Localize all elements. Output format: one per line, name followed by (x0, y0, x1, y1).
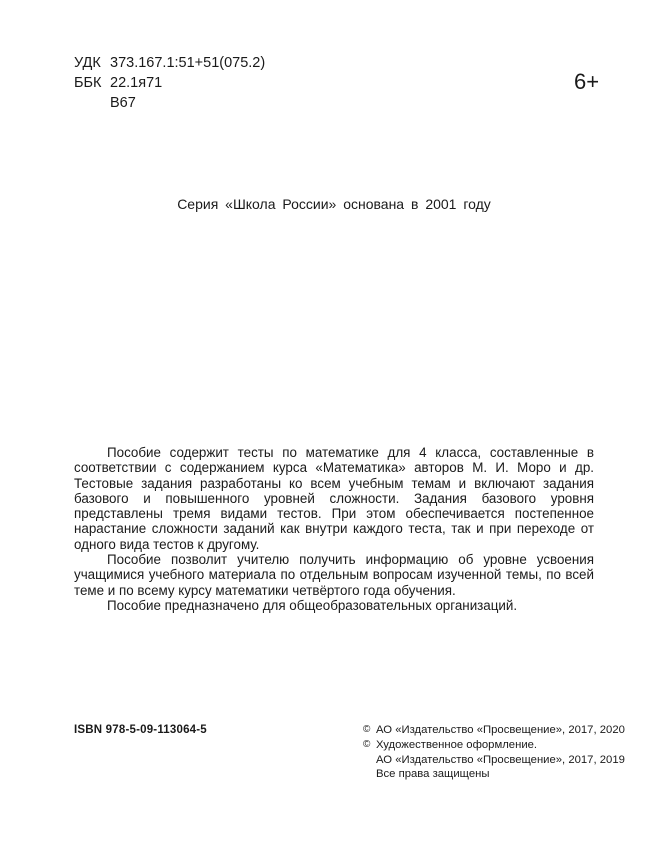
author-sign-row (74, 93, 265, 113)
copyright-text: АО «Издательство «Просвещение», 2017, 2019 (376, 753, 625, 766)
bbk-label: ББК (74, 75, 102, 91)
copyright-text: АО «Издательство «Просвещение», 2017, 2020 (376, 724, 625, 736)
author-sign-label (74, 93, 110, 113)
annotation-paragraph-1: Пособие содержит тесты по математике для 4 класса, составленные в соответствии с содержанием курса «Математика» авторов М. И. Моро и др. Тестовые задания разработаны ко всем учебным темам и включают задания базового и повышенного уровней сложности. Задания базового уровня представлены тремя видами тестов. При этом обеспечивается постепенное нарастание сложности заданий как внутри каждого теста, так и при переходе от одного вида тестов к другому. (74, 445, 594, 552)
series-note: Серия «Школа России» основана в 2001 году (177, 196, 491, 212)
copyright-block (363, 723, 625, 782)
bbk-row (74, 73, 265, 93)
udk-row (74, 53, 265, 73)
rights-reserved: Все права защищены (376, 768, 490, 781)
udk-label: УДК (74, 55, 101, 71)
isbn: ISBN 978-5-09-113064-5 (74, 724, 207, 736)
author-sign-value: В67 (110, 95, 136, 111)
copyright-spacer (363, 767, 376, 782)
copyright-line (363, 738, 625, 753)
copyright-icon: © (363, 738, 371, 750)
copyright-icon: © (363, 724, 371, 735)
bbk-value: 22.1я71 (110, 75, 163, 91)
annotation (74, 445, 594, 613)
copyright-line (363, 753, 625, 768)
age-rating: 6+ (574, 69, 600, 94)
udk-value: 373.167.1:51+51(075.2) (110, 55, 266, 71)
classification-block (74, 53, 265, 113)
copyright-spacer (363, 753, 376, 768)
copyright-line (363, 767, 625, 782)
annotation-paragraph-3: Пособие предназначено для общеобразовательных организаций. (107, 597, 518, 613)
annotation-paragraph-2: Пособие позволит учителю получить информацию об уровне усвоения учащимися учебного материала по отдельным вопросам изученной темы, по всей теме и по всему курсу математики четвёртого года обучения. (74, 552, 594, 598)
copyright-text: Художественное оформление. (376, 738, 538, 751)
copyright-line (363, 723, 625, 738)
